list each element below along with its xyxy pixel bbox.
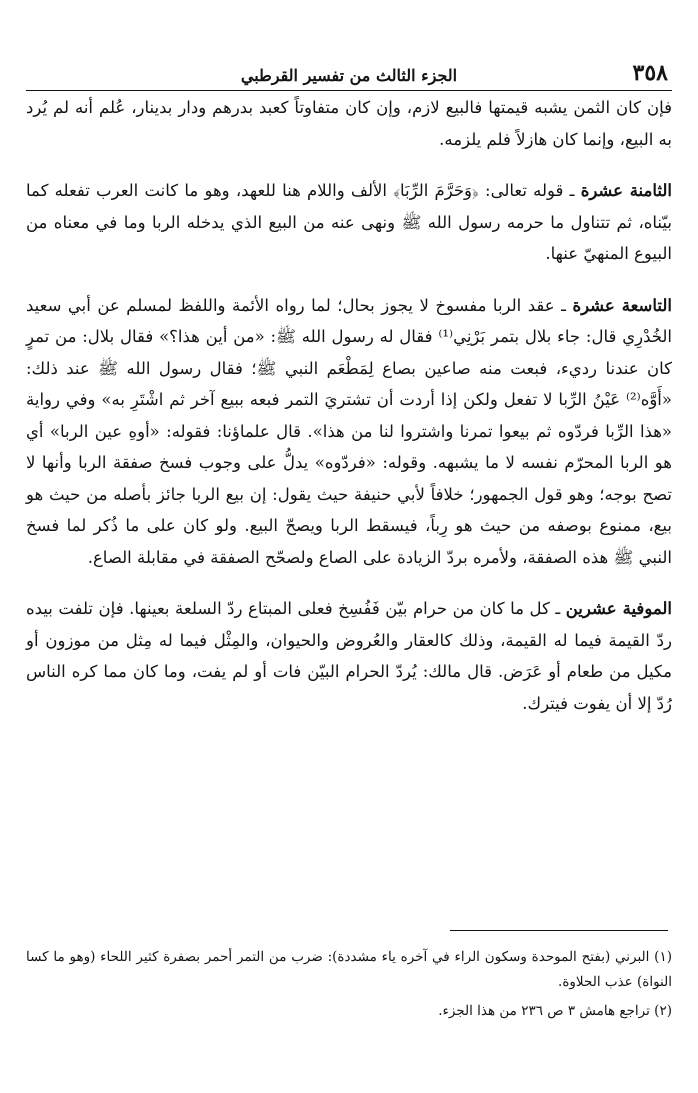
page-header [26,58,672,91]
paragraph-text: ـ عقد الربا مفسوخ لا يجوز بحال؛ لما رواه الأئمة واللفظ لمسلم عن أبي سعيد الخُدْرِي قال: جاء بلال بتمر بَرْنِي⁽¹⁾ فقال له رسول الله ﷺ: «من أين هذا؟» فقال بلال: من تمرٍ كان عندنا رديء، فبعت منه صاعين بصاع لِمَطْعَم النبي ﷺ؛ فقال رسول الله ﷺ عند ذلك: «أَوَّه⁽²⁾ عَيْنُ الرِّبا لا تفعل ولكن إذا أردت أن تشتريَ التمر فبعه ببيع آخر ثم اشْتَرِ به» وفي رواية «هذا الرِّبا فردّوه ثم بيعوا تمرنا واشتروا لنا من هذا». قال علماؤنا: فقوله: «أوهِ عين الربا» أي هو الربا المحرّم نفسه لا ما يشبهه. وقوله: «فردّوه» يدلُّ على وجوب فسخ صفقة الربا وأنها لا تصح بوجه؛ وهو قول الجمهور؛ خلافاً لأبي حنيفة حيث يقول: إن بيع الربا جائز بأصله من حيث هو بيع، ممنوع بوصفه من حيث هو رِباً، فيسقط الربا ويصحّ البيع. ولو كان على ما ذُكر لما فسخ النبي ﷺ هذه الصفقة، ولأمره بردّ الزيادة على الصاع ولصحّح الصفقة في مقابلة الصاع. [26,295,672,567]
footnote-1: (١) البرني (بفتح الموحدة وسكون الراء في آخره ياء مشددة): ضرب من التمر أحمر بصفرة كثير اللحاء (وهو ما كسا النواة) عذب الحلاوة. [26,949,672,990]
page-number: ٣٥٨ [632,60,668,86]
paragraph-text: ـ قوله تعالى: ﴿وَحَرَّمَ الرِّبَا﴾ الألف واللام هنا للعهد، وهو ما كانت العرب تفعله كما بيّناه، ثم تتناول ما حرمه رسول الله ﷺ ونهى عنه من البيع الذي يدخله الربا وما في معناه من البيوع المنهيّ عنها. [26,181,672,263]
footnote-divider [450,930,668,931]
paragraph-20 [26,593,672,719]
paragraph-19 [26,290,672,574]
footnotes [26,945,672,1028]
section-heading: التاسعة عشرة [572,295,672,315]
main-text [26,92,672,719]
section-heading: الموفية عشرين [565,599,672,618]
section-heading: الثامنة عشرة [580,181,672,200]
paragraph-text: فإن كان الثمن يشبه قيمتها فالبيع لازم، وإن كان متفاوتاً كعبد بدرهم ودار بدينار، عُلم أنه لم يُرد به البيع، وإنما كان هازلاً فلم يلزمه. [26,98,672,149]
paragraph-text: ـ كل ما كان من حرام بيّن فَفُسِخ فعلى المبتاع ردّ السلعة بعينها. فإن تلفت بيده ردّ القيمة فيما له القيمة، وذلك كالعقار والعُروض والحيوان، والمِثْل فيما له مِثل من موزون أو مكيل من طعام أو عَرَض. قال مالك: يُردّ الحرام البيّن فات أو لم يفت، وما كان مما كره الناس رُدّ إلا أن يفوت فيترك. [26,599,672,713]
running-title: الجزء الثالث من تفسير القرطبي [240,66,458,85]
paragraph-intro [26,92,672,155]
paragraph-18 [26,175,672,270]
footnote-2: (٢) تراجع هامش ٣ ص ٢٣٦ من هذا الجزء. [438,1003,672,1019]
